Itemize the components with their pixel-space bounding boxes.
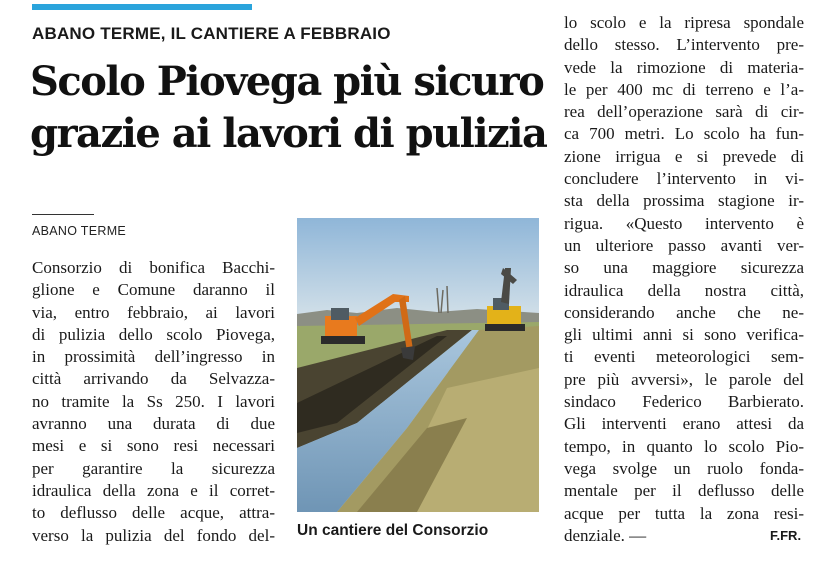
text-line: tempo, in quanto lo scolo Pio- xyxy=(564,436,804,456)
kicker: ABANO TERME, IL CANTIERE A FEBBRAIO xyxy=(32,24,391,43)
text-line: città arrivando da Selvazza- xyxy=(32,369,275,389)
headline xyxy=(30,56,550,160)
section-rule xyxy=(32,214,94,215)
text-line: no tramite la Ss 250. I lavori xyxy=(32,391,275,411)
text-line: via, entro febbraio, ai lavori xyxy=(32,302,275,322)
text-line: mentale per il deflusso delle xyxy=(564,481,804,501)
text-line: lo scolo e la ripresa spondale xyxy=(564,13,804,32)
text-line: concludere l’intervento in vi- xyxy=(564,169,804,189)
text-line: pre più avversi», le parole del xyxy=(564,369,804,389)
text-line: Consorzio di bonifica Bacchi- xyxy=(32,258,275,277)
text-line: avranno una durata di due xyxy=(32,414,275,434)
photo-caption: Un cantiere del Consorzio xyxy=(297,522,489,539)
text-line: di pulizia dello scolo Piovega, xyxy=(32,324,275,344)
text-line: per garantire la sicurezza xyxy=(32,458,275,478)
text-line: vede la rimozione di materia- xyxy=(564,57,804,77)
text-line: dello stesso. L’intervento pre- xyxy=(564,35,804,55)
text-line: rea dell’operazione sarà di cir- xyxy=(564,102,804,122)
text-line: sta della prossima stagione ir- xyxy=(564,191,804,211)
text-line: zione irrigua e si prevede di xyxy=(564,146,804,166)
text-line: Gli interventi erano attesi da xyxy=(564,414,804,434)
header-accent-bar xyxy=(32,4,252,10)
text-line: denziale. — xyxy=(564,525,647,545)
text-line: rigua. «Questo intervento è xyxy=(564,213,804,233)
text-line: so una maggiore sicurezza xyxy=(564,258,804,278)
text-line: idraulica della zona e il corret- xyxy=(32,480,275,500)
text-line: mesi e si sono resi necessari xyxy=(32,436,275,456)
headline-line: grazie ai lavori di pulizia xyxy=(30,110,547,157)
text-line: vega svolge un ruolo fonda- xyxy=(564,458,804,478)
text-line: un ulteriore passo avanti ver- xyxy=(564,235,804,255)
article-photo xyxy=(297,218,539,512)
text-line: sindaco Federico Barbierato. xyxy=(564,392,804,412)
text-line: glione e Comune daranno il xyxy=(32,280,275,300)
text-line: le per 400 mc di terreno e l’a- xyxy=(564,79,804,99)
author-signature: F.FR. xyxy=(770,528,802,543)
headline-line: Scolo Piovega più sicuro xyxy=(30,58,544,105)
excavator-canal-photo xyxy=(297,218,539,512)
article-column-2 xyxy=(564,12,804,547)
text-line: considerando anche che ne- xyxy=(564,302,804,322)
text-line: to deflusso delle acque, attra- xyxy=(32,503,275,523)
text-line: ca 700 metri. Lo scolo ha fun- xyxy=(564,124,804,144)
article-column-1 xyxy=(32,257,275,547)
text-line: in prossimità dell’ingresso in xyxy=(32,347,275,367)
text-line: verso la pulizia del fondo del- xyxy=(32,525,275,545)
text-line: acque per tutta la zona resi- xyxy=(564,503,804,523)
text-line: gli ultimi anni si sono verifica- xyxy=(564,325,804,345)
section-label: ABANO TERME xyxy=(32,224,127,238)
text-line: ti eventi meteorologici sem- xyxy=(564,347,804,367)
text-line: idraulica della nostra città, xyxy=(564,280,804,300)
